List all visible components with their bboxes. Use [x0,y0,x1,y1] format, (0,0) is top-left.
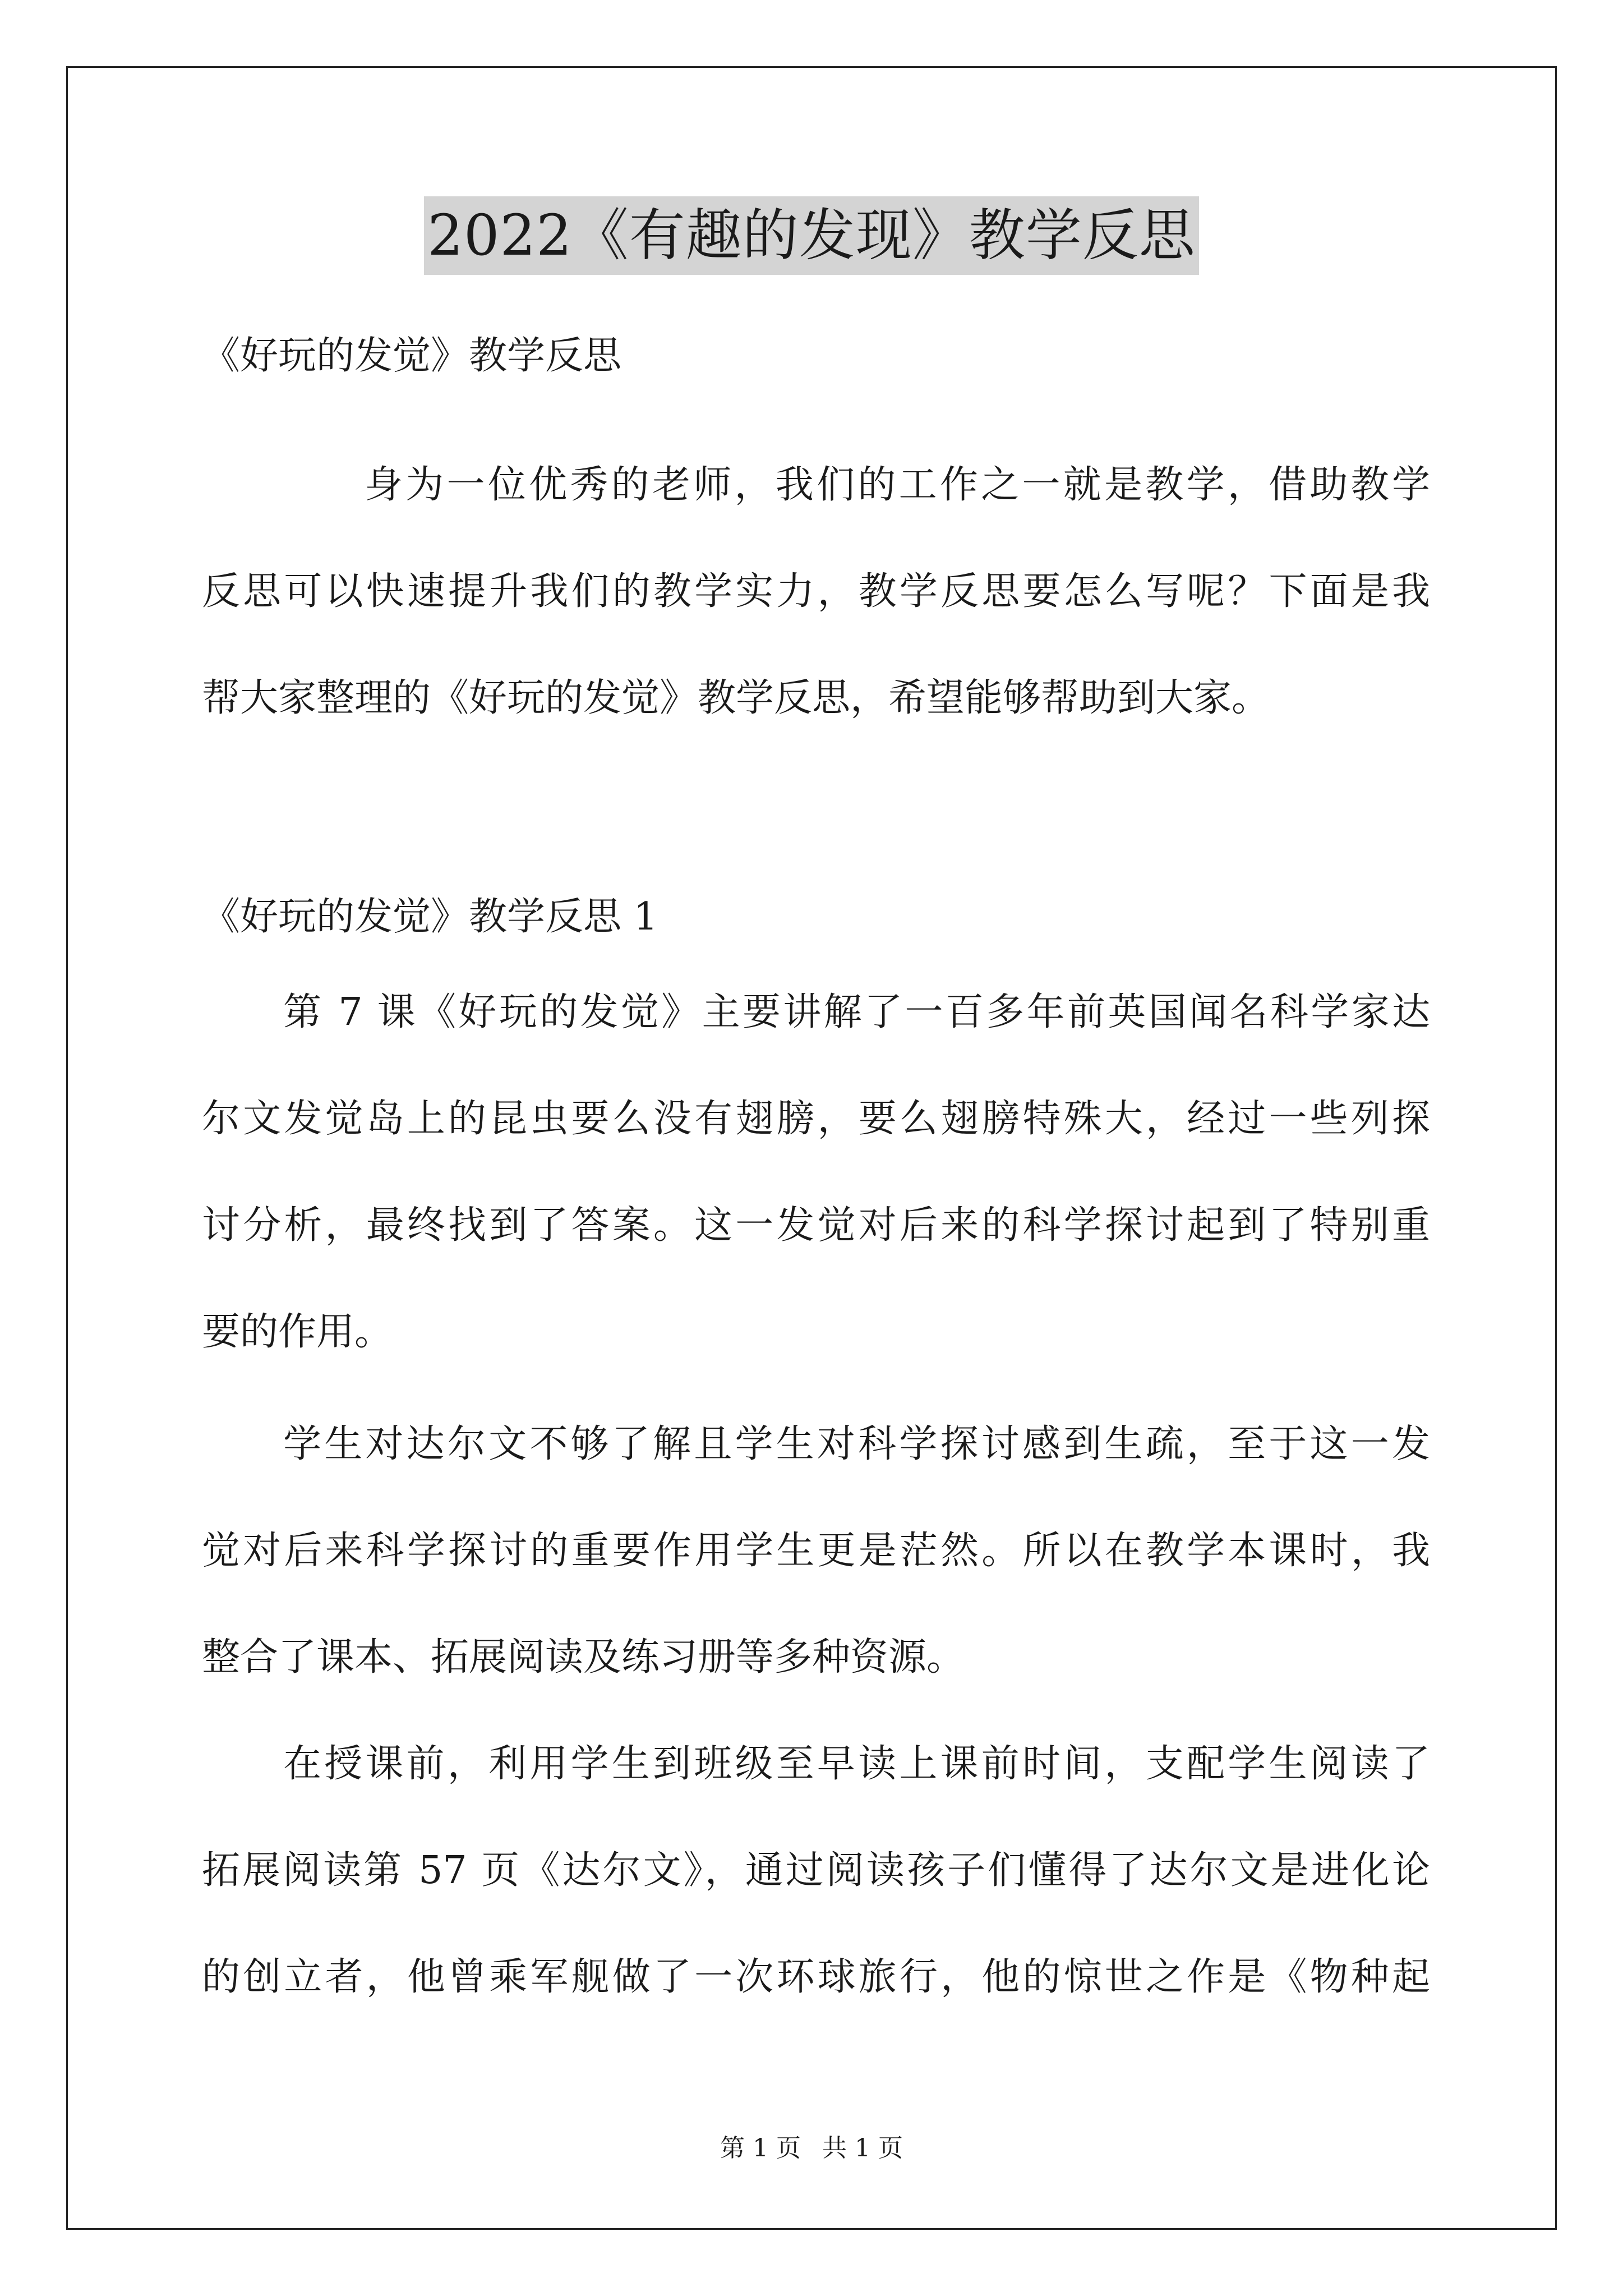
title-container [0,196,1623,275]
paragraph-line: 学生对达尔文不够了解且学生对科学探讨感到生疏，至于这一发 [283,1422,1430,1466]
section-heading-1: 《好玩的发觉》教学反思 1 [202,895,658,939]
paragraph-line: 的创立者，他曾乘军舰做了一次环球旅行，他的惊世之作是《物种起 [202,1955,1430,1999]
page-total: 共 1 页 [822,2134,903,2162]
intro-line-3: 帮大家整理的《好玩的发觉》教学反思，希望能够帮助到大家。 [202,676,1270,720]
paragraph-line: 讨分析，最终找到了答案。这一发觉对后来的科学探讨起到了特别重 [202,1203,1430,1248]
paragraph-line: 在授课前，利用学生到班级至早读上课前时间，支配学生阅读了 [283,1742,1430,1786]
intro-line-2: 反思可以快速提升我们的教学实力，教学反思要怎么写呢？下面是我 [202,569,1430,614]
paragraph-line: 尔文发觉岛上的昆虫要么没有翅膀，要么翅膀特殊大，经过一些列探 [202,1097,1430,1141]
page-number: 第 1 页 [720,2134,801,2162]
intro-line-1: 身为一位优秀的老师，我们的工作之一就是教学，借助教学 [365,463,1430,507]
paragraph-line: 拓展阅读第 57 页《达尔文》，通过阅读孩子们懂得了达尔文是进化论 [202,1848,1430,1893]
page-footer [0,2132,1623,2165]
paragraph-line: 要的作用。 [202,1310,393,1354]
paragraph-line: 整合了课本、拓展阅读及练习册等多种资源。 [202,1635,965,1680]
document-title: 2022《有趣的发现》教学反思 [424,196,1199,275]
paragraph-line: 第 7 课《好玩的发觉》主要讲解了一百多年前英国闻名科学家达 [283,990,1430,1034]
page-border [66,66,1557,2230]
paragraph-line: 觉对后来科学探讨的重要作用学生更是茫然。所以在教学本课时，我 [202,1529,1430,1573]
section-subtitle: 《好玩的发觉》教学反思 [202,334,622,378]
